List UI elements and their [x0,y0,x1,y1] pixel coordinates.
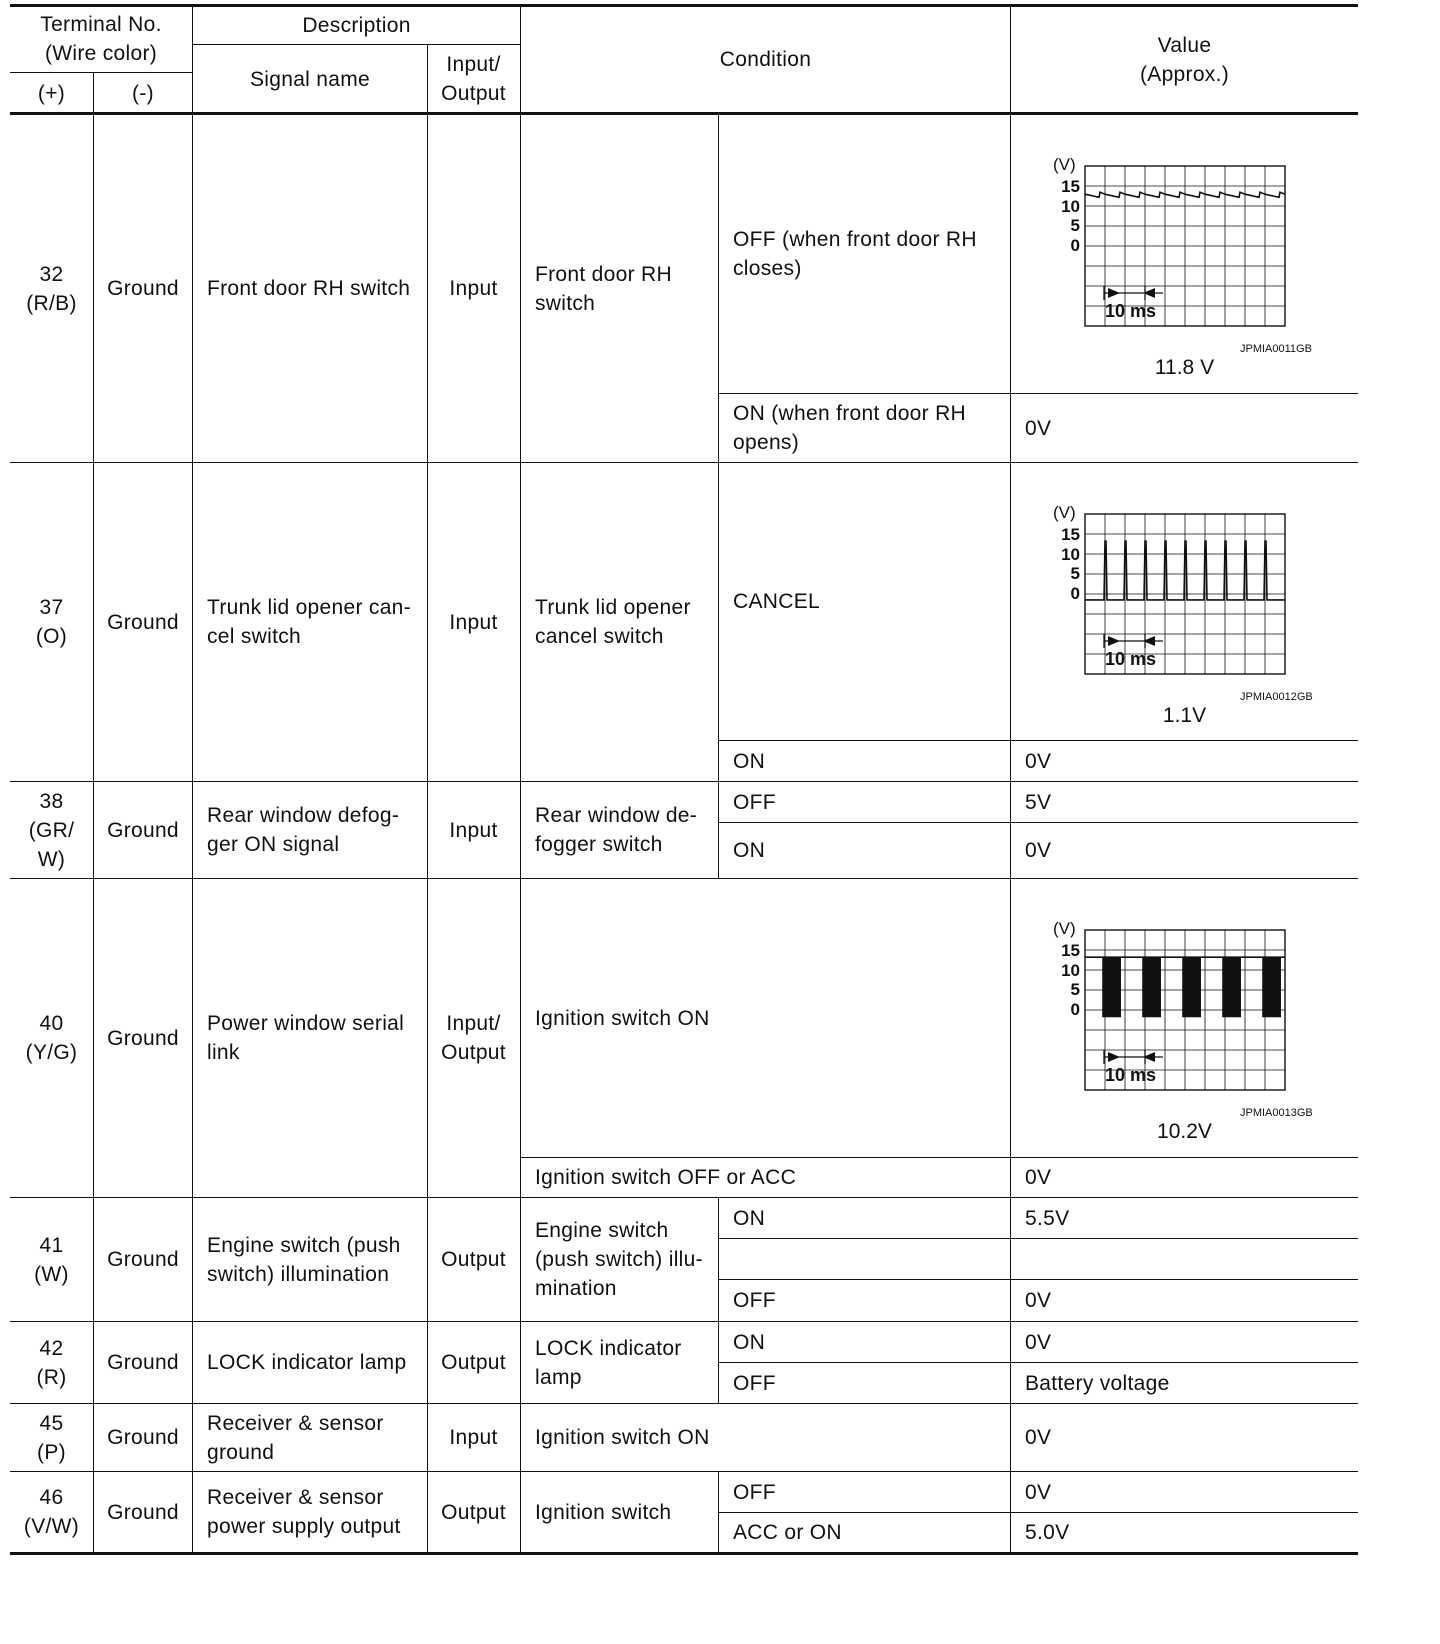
scope-waveform [1085,957,1285,1016]
row-rule [719,822,1358,823]
row-rule [10,1403,1358,1404]
row-32-signal: Front door RH switch [207,277,411,300]
header-rule [10,72,192,73]
row-rule [10,878,1358,879]
row-42-case-2-value: Battery voltage [1025,1371,1170,1395]
row-46-condition: Ignition switch [535,1500,672,1524]
row-rule [719,740,1358,741]
row-45-io: Input [449,1426,498,1449]
row-41-case-2-value [1011,1239,1358,1279]
row-41-condition: Engine switch (push switch) illu-mination [535,1219,703,1300]
header-wire-color-label: (Wire color) [44,42,158,65]
row-40-minus: Ground [107,1026,179,1050]
row-42-case-1-condition: ON [733,1330,766,1354]
io-line1: Input/ [446,1012,501,1035]
terminal-number: 42 [39,1336,64,1360]
row-rule [10,1321,1358,1322]
row-46-case-1-condition: OFF [733,1480,776,1504]
scope-tick-0: 0 [1070,1000,1080,1019]
row-rule [521,1157,1358,1158]
row-32-minus: Ground [107,277,179,300]
scope-unit-label: (V) [1053,155,1076,174]
row-40-case-1-value: 10.2V [1157,1120,1212,1143]
header-plus: (+) [37,81,66,105]
row-37-condition: Trunk lid opener cancel switch [535,596,691,648]
row-rule [10,1471,1358,1472]
oscilloscope-figure-1 [1025,150,1335,382]
terminal-number: 40 [39,1012,64,1035]
row-38-case-1-value: 5V [1025,790,1052,814]
row-rule [719,1512,1358,1513]
header-value-line2: (Approx.) [1139,62,1230,86]
row-46-terminal [10,1472,93,1552]
scope-time-marker [1104,1050,1163,1064]
terminal-number: 41 [39,1233,64,1257]
header-value-line1: Value [1157,33,1212,57]
wire-color: (GR/ [28,818,75,842]
row-37-minus: Ground [107,610,179,634]
row-46-io: Output [441,1500,506,1524]
column-rule [520,4,521,1553]
row-37-case-1-value: 1.1V [1162,704,1207,727]
wire-color: W) [37,847,66,871]
row-40-signal: Power window serial link [207,1012,405,1064]
row-32-case-2-value: 0V [1025,416,1052,440]
row-32-condition: Front door RH switch [535,262,672,315]
scope-unit-label: (V) [1053,919,1076,938]
row-rule [10,1197,1358,1198]
row-38-signal: Rear window defog-ger ON signal [207,804,400,856]
wire-color: (R) [36,1365,67,1389]
row-32-case-1-value: 11.8 V [1154,356,1215,379]
row-45-minus: Ground [107,1426,179,1449]
scope-unit-label: (V) [1053,503,1076,522]
row-38-io: Input [449,818,498,842]
header-input-output [427,45,520,113]
row-42-case-1-value: 0V [1025,1330,1052,1354]
row-37-case-2-condition: ON [733,749,766,773]
row-40-case-2-condition: Ignition switch OFF or ACC [535,1166,797,1189]
terminal-number: 38 [39,789,64,813]
header-io-line2: Output [441,82,506,105]
row-41-case-3-condition: OFF [733,1289,776,1312]
row-41-case-2-condition [719,1239,1010,1279]
row-rule [719,1279,1358,1280]
column-rule [192,4,193,1553]
row-42-terminal [10,1322,93,1403]
scope-tick-15: 15 [1061,941,1080,960]
header-bottom-border [10,112,1358,115]
row-rule [719,1362,1358,1363]
row-45-terminal [10,1404,93,1471]
marker-arrow [1108,1052,1120,1062]
table-bottom-border [10,1552,1358,1555]
row-45-signal: Receiver & sensor ground [207,1411,384,1464]
row-rule [719,1238,1358,1239]
header-value [1011,6,1358,113]
row-rule [10,462,1358,463]
oscilloscope-figure-2 [1025,498,1335,730]
wire-color: (O) [35,625,68,648]
row-40-case-2-value: 0V [1025,1166,1052,1189]
column-rule [1010,4,1011,1553]
marker-arrow [1108,636,1120,646]
row-41-case-1-value: 5.5V [1025,1206,1070,1230]
row-38-case-2-value: 0V [1025,839,1052,862]
row-41-terminal [10,1198,93,1321]
row-32-io: Input [449,277,498,300]
terminal-number: 46 [39,1486,64,1509]
row-46-case-1-value: 0V [1025,1480,1052,1504]
row-37-case-1-condition: CANCEL [733,590,820,613]
scope-time-label: 10 ms [1105,1065,1157,1085]
scope-time-label: 10 ms [1105,649,1157,669]
scope-tick-10: 10 [1061,545,1080,564]
row-40-terminal [10,879,93,1197]
wire-color: (Y/G) [25,1041,78,1064]
scope-tick-0: 0 [1070,236,1080,255]
row-37-io: Input [449,610,498,634]
row-38-terminal [10,782,93,878]
row-41-minus: Ground [107,1248,179,1271]
row-42-minus: Ground [107,1351,179,1374]
scope-tick-10: 10 [1061,197,1080,216]
scope-figure-code: JPMIA0011GB [1240,343,1312,355]
column-rule [718,113,719,462]
column-rule [427,44,428,1553]
row-rule [10,781,1358,782]
row-45-condition: Ignition switch ON [535,1426,710,1449]
terminal-number: 32 [39,262,64,286]
scope-tick-0: 0 [1070,584,1080,603]
oscilloscope-figure-3 [1025,914,1335,1146]
header-description: Description [302,13,411,37]
table-top-border [10,4,1358,7]
scope-time-marker [1104,286,1163,300]
row-32-terminal [10,115,93,462]
row-41-case-1-condition: ON [733,1206,766,1230]
scope-time-marker [1104,634,1163,648]
scope-figure-code: JPMIA0013GB [1240,1107,1313,1119]
header-rule [193,44,520,45]
row-32-case-2-condition: ON (when front door RH opens) [733,402,967,454]
row-45-value: 0V [1025,1426,1052,1449]
header-signal-name: Signal name [249,67,371,91]
row-37-terminal [10,463,93,781]
marker-arrow [1108,288,1120,298]
row-37-case-2-value: 0V [1025,749,1052,773]
row-42-case-2-condition: OFF [733,1371,776,1395]
row-46-case-2-condition: ACC or ON [733,1521,842,1544]
io-line2: Output [441,1041,506,1064]
row-46-signal: Receiver & sensor power supply output [207,1486,401,1538]
row-41-io: Output [441,1248,506,1271]
scope-tick-15: 15 [1061,525,1080,544]
scope-tick-5: 5 [1070,216,1080,235]
row-38-case-2-condition: ON [733,839,766,862]
wire-color: (R/B) [26,291,77,315]
terminal-number: 37 [39,596,64,619]
scope-tick-15: 15 [1061,177,1080,196]
column-rule [718,1197,719,1403]
wire-color: (P) [37,1440,66,1464]
scope-tick-5: 5 [1070,564,1080,583]
scope-tick-5: 5 [1070,980,1080,999]
row-46-case-2-value: 5.0V [1025,1521,1070,1544]
scope-time-label: 10 ms [1105,301,1157,321]
terminal-number: 45 [39,1411,64,1435]
row-38-condition: Rear window de-fogger switch [535,804,698,856]
header-condition: Condition [719,48,812,71]
row-42-signal: LOCK indicator lamp [207,1351,407,1374]
row-38-minus: Ground [107,818,179,842]
row-41-signal: Engine switch (push switch) illumination [207,1233,401,1286]
scope-figure-code: JPMIA0012GB [1240,691,1313,703]
wire-color: (W) [34,1262,69,1286]
row-42-condition: LOCK indicator lamp [535,1336,682,1389]
row-46-minus: Ground [107,1500,179,1524]
header-terminal-no-label: Terminal No. [40,13,162,36]
row-37-signal: Trunk lid opener can-cel switch [207,596,411,648]
row-rule [719,393,1358,394]
column-rule [718,462,719,878]
column-rule [93,72,94,1553]
row-40-io [427,879,520,1197]
column-rule [718,1471,719,1553]
header-io-line1: Input/ [446,53,501,76]
row-40-case-1-condition: Ignition switch ON [535,1006,710,1030]
header-terminal-no [10,6,192,72]
row-42-io: Output [441,1351,506,1374]
row-41-case-3-value: 0V [1025,1289,1052,1312]
header-minus: (-) [132,81,154,105]
row-32-case-1-condition: OFF (when front door RH closes) [733,228,977,280]
wire-color: (V/W) [23,1515,80,1538]
scope-tick-10: 10 [1061,961,1080,980]
row-38-case-1-condition: OFF [733,790,776,814]
